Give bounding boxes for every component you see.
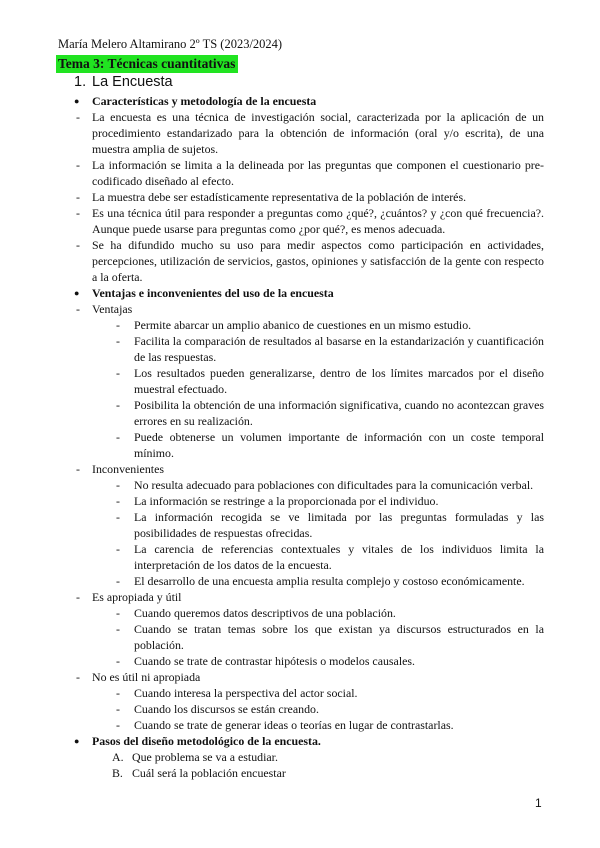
list-item-text: Es una técnica útil para responder a preguntas como ¿qué?, ¿cuántos? y ¿con qué frecuencia?. Aunque puede usarse para preguntas como ¿por qué?, es menos adecuada. [92,206,544,236]
list-item-text: No resulta adecuado para poblaciones con dificultades para la comunicación verbal. [134,478,534,492]
list-item-text: La información recogida se ve limitada por las preguntas formuladas y las posibilidades de respuestas ofrecidas. [134,510,544,540]
page-number: 1 [535,796,542,810]
list-marker: - [76,238,80,252]
list-item [56,365,544,397]
list-item [56,749,544,765]
list-marker: - [76,670,80,684]
document-header-author: María Melero Altamirano 2º TS (2023/2024) [58,37,283,51]
list-item [56,429,544,461]
list-item [56,621,544,653]
section-label: La Encuesta [92,74,173,90]
list-marker: - [116,430,120,444]
list-item [56,493,544,509]
bullet-heading [56,93,544,109]
list-item-text: Cuando interesa la perspectiva del actor social. [134,686,358,700]
list-item-text: Cuando se trate de contrastar hipótesis o modelos causales. [134,654,416,668]
list-item-text: Características y metodología de la encuesta [92,94,317,108]
section-number: 1. [74,74,87,90]
list-item-text: Se ha difundido mucho su uso para medir aspectos como participación en actividades, percepciones, utilización de servicios, gastos, opiniones y satisfacción de la gente con respecto a la oferta. [92,238,544,284]
list-marker: - [76,110,80,124]
list-item-text: La información se restringe a la proporcionada por el individuo. [134,494,439,508]
list-item [56,541,544,573]
list-item-text: Puede obtenerse un volumen importante de información con un coste temporal mínimo. [134,430,544,460]
list-marker: - [116,622,120,636]
list-marker: - [76,302,80,316]
list-marker: - [116,702,120,716]
list-item-text: Ventajas e inconvenientes del uso de la encuesta [92,286,334,300]
list-item-text: Ventajas [92,302,133,316]
list-item [56,701,544,717]
list-item-text: Cuando los discursos se están creando. [134,702,319,716]
list-item-text: La información se limita a la delineada por las preguntas que componen el cuestionario pre-codificado diseñado al efecto. [92,158,544,188]
list-item [56,461,544,477]
list-item [56,509,544,541]
list-marker: ● [74,288,80,298]
list-item-text: La encuesta es una técnica de investigación social, caracterizada por la aplicación de un procedimiento estandarizado para la obtención de información (oral y/o escrita), de una muestra amplia de sujetos. [92,110,544,156]
bullet-heading [56,285,544,301]
list-marker: - [116,366,120,380]
list-marker: - [116,606,120,620]
list-item-text: Es apropiada y útil [92,590,182,604]
list-marker: - [116,542,120,556]
list-item-text: Cuando se trate de generar ideas o teorías en lugar de contrastarlas. [134,718,454,732]
list-item [56,109,544,157]
section-heading [74,73,173,91]
list-marker: A. [112,750,124,764]
list-marker: ● [74,96,80,106]
list-item [56,669,544,685]
bullet-heading [56,733,544,749]
list-item [56,205,544,237]
list-item [56,765,544,781]
list-marker: - [116,478,120,492]
list-marker: - [116,398,120,412]
list-marker: - [116,494,120,508]
list-item-text: La muestra debe ser estadísticamente representativa de la población de interés. [92,190,467,204]
list-marker: - [116,334,120,348]
list-item-text: El desarrollo de una encuesta amplia resulta complejo y costoso económicamente. [134,574,525,588]
list-item [56,157,544,189]
list-marker: - [116,318,120,332]
list-item [56,477,544,493]
list-item [56,685,544,701]
list-marker: B. [112,766,123,780]
list-item [56,237,544,285]
list-item-text: Permite abarcar un amplio abanico de cuestiones en un mismo estudio. [134,318,472,332]
list-item-text: Que problema se va a estudiar. [132,750,278,764]
list-marker: - [116,686,120,700]
list-item-text: Inconvenientes [92,462,164,476]
list-item-text: Facilita la comparación de resultados al basarse en la estandarización y cuantificación de las respuestas. [134,334,544,364]
list-marker: - [116,510,120,524]
topic-title: Tema 3: Técnicas cuantitativas [56,55,238,73]
list-marker: ● [74,736,80,746]
list-item [56,189,544,205]
list-item [56,333,544,365]
list-item-text: La carencia de referencias contextuales y vitales de los individuos limita la interpretación de los datos de la encuesta. [134,542,544,572]
list-item [56,301,544,317]
list-marker: - [76,158,80,172]
list-item [56,397,544,429]
list-item [56,605,544,621]
list-item [56,653,544,669]
list-marker: - [76,206,80,220]
list-marker: - [76,590,80,604]
list-item [56,717,544,733]
list-item-text: Posibilita la obtención de una información significativa, cuando no acontezcan graves errores en su realización. [134,398,544,428]
list-item-text: Los resultados pueden generalizarse, dentro de los límites marcados por el diseño muestral efectuado. [134,366,544,396]
list-item-text: Cuando queremos datos descriptivos de una población. [134,606,396,620]
document-body [56,93,544,781]
list-item [56,317,544,333]
list-item [56,573,544,589]
list-marker: - [116,574,120,588]
list-item-text: Pasos del diseño metodológico de la encuesta. [92,734,321,748]
list-marker: - [116,718,120,732]
list-item-text: Cuál será la población encuestar [132,766,286,780]
list-marker: - [76,190,80,204]
list-item-text: Cuando se tratan temas sobre los que existan ya discursos estructurados en la población. [134,622,544,652]
list-item-text: No es útil ni apropiada [92,670,201,684]
list-marker: - [76,462,80,476]
list-marker: - [116,654,120,668]
list-item [56,589,544,605]
